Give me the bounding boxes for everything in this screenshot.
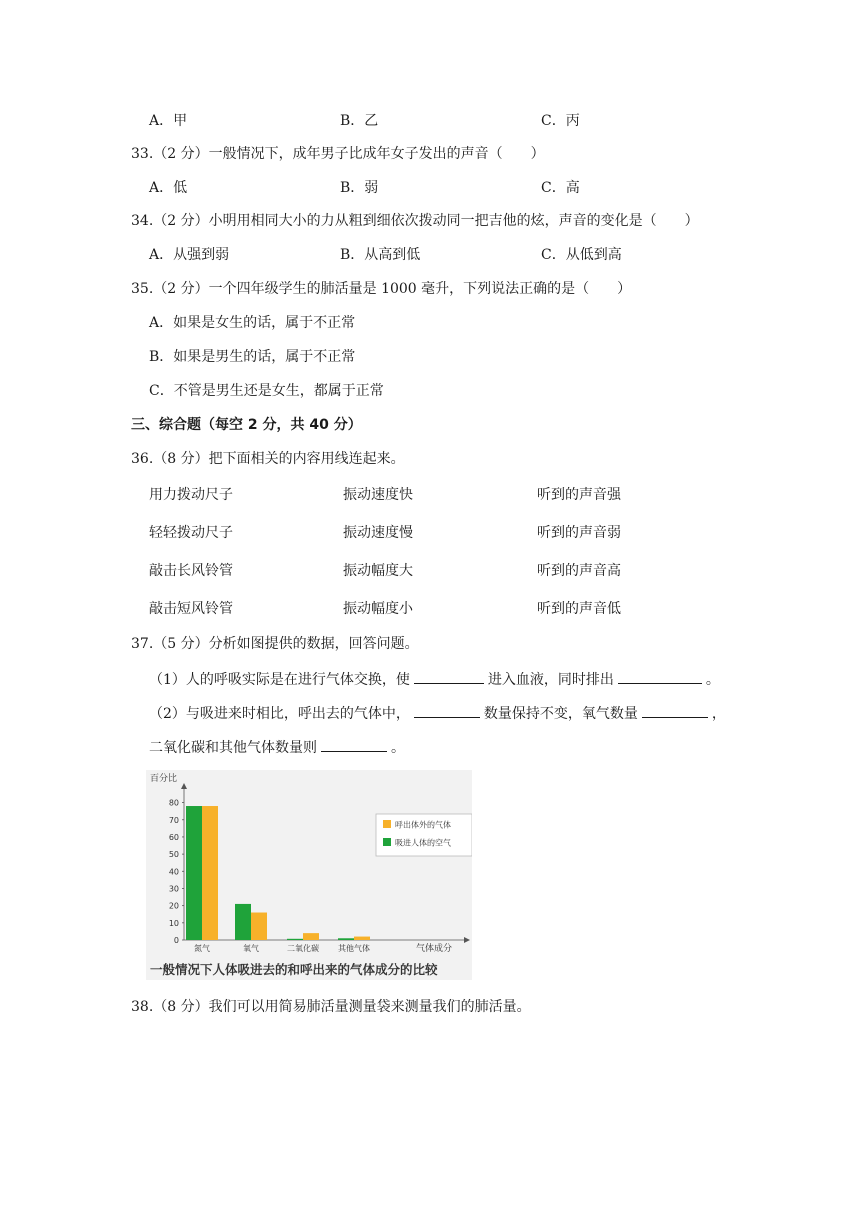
section-title: 三、综合题（每空 2 分，共 40 分） [131, 417, 362, 433]
q34-option-a[interactable]: A．从强到弱 [149, 247, 230, 263]
answer-blank[interactable] [321, 736, 387, 752]
legend-swatch [383, 838, 391, 846]
answer-blank[interactable] [642, 702, 708, 718]
legend-label: 呼出体外的气体 [395, 820, 451, 830]
y-tick-label: 70 [168, 815, 179, 825]
q32-option-c[interactable]: C．丙 [541, 113, 580, 129]
q37-text: 。 [391, 740, 405, 756]
x-tick-label: 氧气 [243, 944, 259, 953]
q35-stem: 35.（2 分）一个四年级学生的肺活量是 1000 毫升，下列说法正确的是（ ） [131, 281, 632, 297]
chart-ylabel: 百分比 [150, 774, 178, 784]
bar [235, 904, 251, 940]
q36-middle-item[interactable]: 振动速度慢 [343, 525, 413, 541]
bar [186, 806, 202, 940]
q33-option-c[interactable]: C．高 [541, 180, 580, 196]
q34-option-b[interactable]: B．从高到低 [340, 247, 421, 263]
q37-text: （1）人的呼吸实际是在进行气体交换，使 [149, 672, 410, 688]
q32-option-a[interactable]: A．甲 [149, 113, 188, 129]
q33-stem: 33.（2 分）一般情况下，成年男子比成年女子发出的声音（ ） [131, 146, 545, 162]
q37-line-1 [149, 668, 720, 690]
q36-right-item[interactable]: 听到的声音强 [537, 487, 621, 503]
bar [338, 938, 354, 940]
q37-text: ， [711, 706, 726, 722]
legend-label: 吸进人体的空气 [395, 838, 451, 848]
q37-text: 。 [705, 672, 720, 688]
y-tick-label: 10 [168, 918, 179, 928]
bar [287, 939, 303, 940]
q33-option-b[interactable]: B．弱 [340, 180, 379, 196]
q36-middle-item[interactable]: 振动幅度大 [343, 563, 413, 579]
q35-option-a[interactable]: A．如果是女生的话，属于不正常 [149, 315, 356, 331]
x-tick-label: 二氧化碳 [287, 944, 319, 953]
bar [303, 933, 319, 940]
x-tick-label: 氮气 [194, 944, 210, 953]
q36-stem: 36.（8 分）把下面相关的内容用线连起来。 [131, 451, 405, 467]
q34-option-c[interactable]: C．从低到高 [541, 247, 622, 263]
q35-option-b[interactable]: B．如果是男生的话，属于不正常 [149, 349, 356, 365]
bar [251, 913, 267, 940]
y-tick-label: 60 [168, 832, 179, 842]
q37-text: 数量保持不变，氧气数量 [483, 706, 638, 722]
chart-xlabel: 气体成分 [416, 944, 453, 954]
q37-text: 二氧化碳和其他气体数量则 [149, 740, 317, 756]
q36-left-item[interactable]: 敲击长风铃管 [149, 563, 233, 579]
x-tick-label: 其他气体 [338, 944, 370, 953]
y-tick-label: 40 [168, 867, 179, 877]
q37-text: （2）与吸进来时相比，呼出去的气体中， [149, 706, 410, 722]
y-tick-label: 80 [168, 798, 179, 808]
q37-line-2 [149, 702, 726, 724]
q36-left-item[interactable]: 用力拨动尺子 [149, 487, 233, 503]
q36-middle-item[interactable]: 振动幅度小 [343, 601, 413, 617]
q37-line-3 [149, 736, 405, 758]
chart-caption: 一般情况下人体吸进去的和呼出来的气体成分的比较 [150, 962, 438, 977]
q34-stem: 34.（2 分）小明用相同大小的力从粗到细依次拨动同一把吉他的炫，声音的变化是（ ） [131, 213, 699, 229]
q33-option-a[interactable]: A．低 [149, 180, 188, 196]
y-tick-label: 30 [168, 884, 179, 894]
q36-left-item[interactable]: 敲击短风铃管 [149, 601, 233, 617]
q36-middle-item[interactable]: 振动速度快 [343, 487, 413, 503]
y-tick-label: 50 [168, 850, 179, 860]
q36-left-item[interactable]: 轻轻拨动尺子 [149, 525, 233, 541]
answer-blank[interactable] [618, 668, 702, 684]
chart-legend [376, 814, 472, 856]
answer-blank[interactable] [414, 668, 484, 684]
q36-right-item[interactable]: 听到的声音高 [537, 563, 621, 579]
chart-svg [146, 770, 472, 980]
q32-option-b[interactable]: B．乙 [340, 113, 379, 129]
q37-text: 进入血液，同时排出 [487, 672, 614, 688]
q36-right-item[interactable]: 听到的声音弱 [537, 525, 621, 541]
bar [202, 806, 218, 940]
q38-stem: 38.（8 分）我们可以用简易肺活量测量袋来测量我们的肺活量。 [131, 999, 531, 1015]
gas-composition-chart [146, 770, 472, 980]
q36-right-item[interactable]: 听到的声音低 [537, 601, 621, 617]
bar [354, 937, 370, 940]
q35-option-c[interactable]: C．不管是男生还是女生，都属于正常 [149, 383, 384, 399]
q37-stem: 37.（5 分）分析如图提供的数据，回答问题。 [131, 636, 419, 652]
legend-swatch [383, 820, 391, 828]
y-tick-label: 0 [173, 936, 179, 945]
y-tick-label: 20 [168, 901, 179, 911]
answer-blank[interactable] [414, 702, 480, 718]
